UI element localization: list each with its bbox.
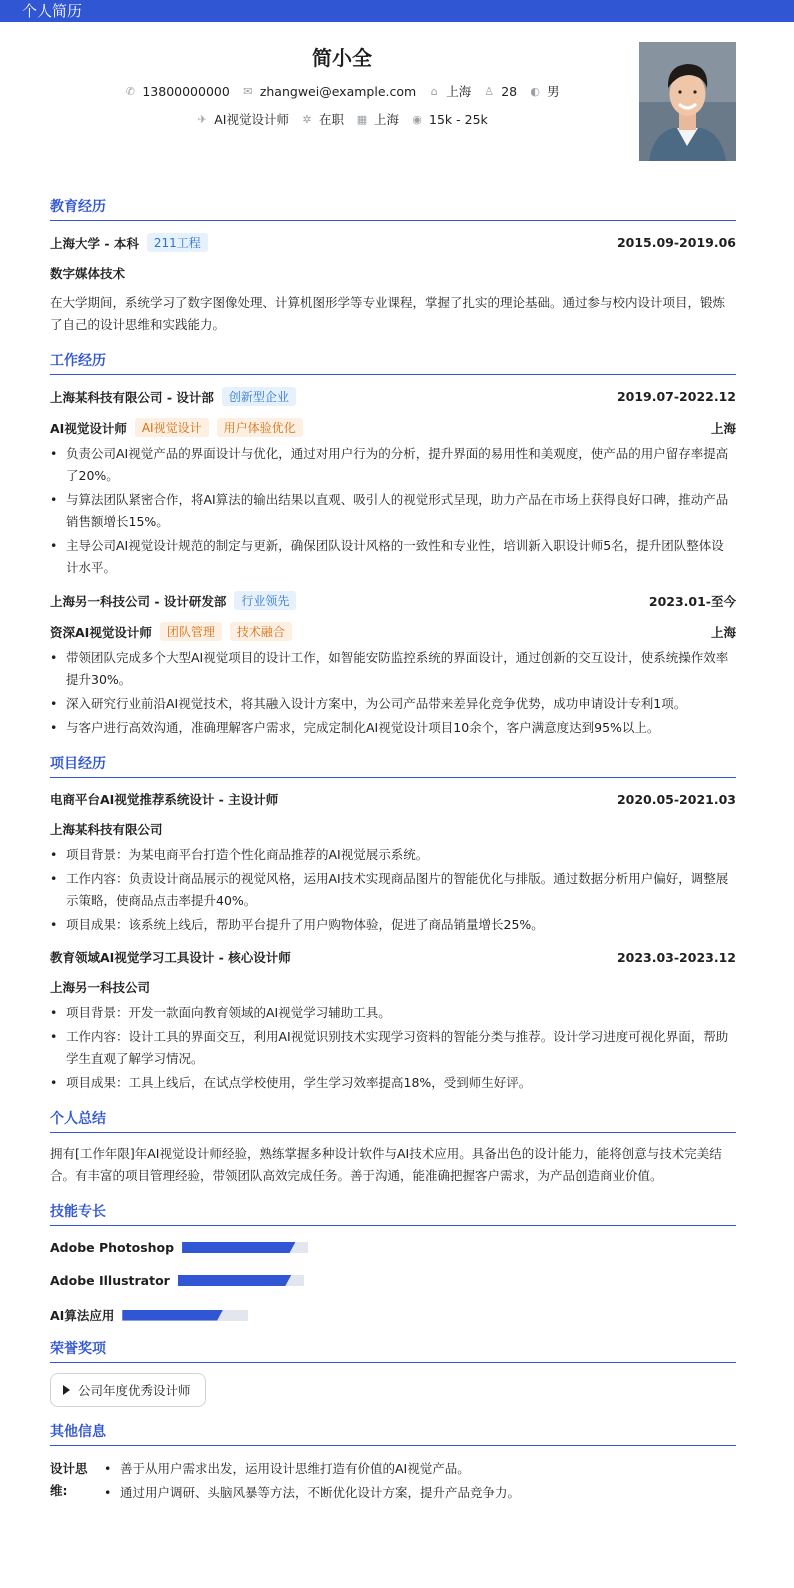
section-title-summary: 个人总结 [50, 1108, 736, 1133]
work-role: 资深AI视觉设计师 [50, 624, 152, 640]
skill-bar [182, 1242, 308, 1253]
work-company-tag: 创新型企业 [222, 387, 296, 406]
major-name: 数字媒体技术 [50, 266, 126, 281]
work-period: 2023.01-至今 [648, 593, 736, 609]
gender-text: 男 [547, 84, 560, 99]
work-role-tag: 技术融合 [230, 622, 292, 641]
candidate-name: 简小全 [312, 46, 372, 70]
major-row [50, 264, 736, 282]
project-bullets [50, 844, 736, 936]
top-bar-title: 个人简历 [22, 2, 83, 20]
project-company-row [50, 820, 736, 838]
other-label: 设计思维: [50, 1461, 88, 1498]
project-company-row [50, 978, 736, 996]
award-label: 公司年度优秀设计师 [78, 1383, 191, 1398]
skill-name: AI算法应用 [50, 1308, 115, 1323]
list-item: • 项目背景：开发一款面向教育领域的AI视觉学习辅助工具。 [50, 1002, 736, 1024]
mail-icon: ✉ [243, 84, 253, 98]
work-company: 上海某科技有限公司 - 设计部 [50, 389, 214, 405]
profile-photo [639, 42, 736, 161]
work-entry [50, 591, 736, 739]
section-title-other: 其他信息 [50, 1421, 736, 1446]
status-icon: ✲ [302, 112, 312, 126]
work-role-tag: 用户体验优化 [217, 418, 303, 437]
phone-text: 13800000000 [142, 83, 230, 99]
work-company-tag: 行业领先 [234, 591, 296, 610]
skill-bar-fill [182, 1242, 295, 1253]
list-item: • 工作内容：负责设计商品展示的视觉风格，运用AI技术实现商品图片的智能优化与排版。通过数据分析用户偏好，调整展示策略，使商品点击率提升40%。 [50, 868, 736, 912]
project-title-row [50, 790, 736, 808]
play-triangle-icon [63, 1385, 70, 1395]
work-location: 上海 [710, 624, 736, 640]
resume-header [50, 22, 736, 182]
other-info [50, 1458, 736, 1506]
work-entry [50, 387, 736, 579]
education-period: 2015.09-2019.06 [616, 235, 736, 250]
list-item: • 带领团队完成多个大型AI视觉项目的设计工作，如智能安防监控系统的界面设计，通过创新的交互设计，使系统操作效率提升30%。 [50, 647, 736, 691]
phone-icon: ✆ [125, 84, 135, 98]
phone-item [124, 82, 229, 100]
section-title-work: 工作经历 [50, 350, 736, 375]
work-period: 2019.07-2022.12 [616, 389, 736, 404]
project-title-row [50, 948, 736, 966]
skill-item [50, 1306, 398, 1324]
school-name: 上海大学 - 本科 [50, 235, 139, 251]
list-item: • 项目成果：该系统上线后，帮助平台提升了用户购物体验，促进了商品销量增长25%。 [50, 914, 736, 936]
list-item: • 主导公司AI视觉设计规范的制定与更新，确保团队设计风格的一致性和专业性，培训新入职设计师5名，提升团队整体设计水平。 [50, 535, 736, 579]
list-item: • 通过用户调研、头脑风暴等方法，不断优化设计方案，提升产品竞争力。 [104, 1482, 520, 1504]
skills-list [50, 1240, 736, 1324]
skill-name: Adobe Illustrator [50, 1273, 170, 1288]
job-text: AI视觉设计师 [214, 112, 289, 127]
hometown-item [428, 82, 471, 100]
section-title-projects: 项目经历 [50, 753, 736, 778]
skill-bar-fill [178, 1275, 291, 1286]
work-role-tag: 团队管理 [160, 622, 222, 641]
salary-item [411, 110, 488, 128]
salary-text: 15k - 25k [429, 111, 488, 127]
skill-bar-fill [122, 1310, 223, 1321]
age-text: 28 [501, 83, 518, 99]
profile-photo-image [639, 42, 736, 161]
age-icon: ♙ [484, 84, 495, 98]
job-item [196, 110, 289, 128]
project-period: 2020.05-2021.03 [616, 791, 736, 807]
project-entry [50, 948, 736, 1094]
email-text: zhangwei@example.com [259, 83, 417, 99]
skill-item [50, 1273, 398, 1288]
school-tag: 211工程 [147, 233, 208, 252]
work-role-tag: AI视觉设计 [135, 418, 209, 437]
status-item [301, 110, 344, 128]
work-company-row [50, 387, 736, 406]
list-item: • 与客户进行高效沟通，准确理解客户需求，完成定制化AI视觉设计项目10余个，客户满意度达到95%以上。 [50, 717, 736, 739]
work-location: 上海 [710, 420, 736, 436]
hometown-text: 上海 [446, 84, 472, 99]
skill-bar [122, 1310, 248, 1321]
project-period: 2023.03-2023.12 [616, 949, 736, 965]
work-company: 上海另一科技公司 - 设计研发部 [50, 593, 227, 609]
top-bar [0, 0, 794, 22]
section-title-skills: 技能专长 [50, 1201, 736, 1226]
skill-name: Adobe Photoshop [50, 1240, 175, 1255]
skill-item [50, 1240, 398, 1255]
other-bullets [104, 1458, 520, 1506]
work-company-row [50, 591, 736, 610]
list-item: • 善于从用户需求出发，运用设计思维打造有价值的AI视觉产品。 [104, 1458, 520, 1480]
list-item: • 与算法团队紧密合作，将AI算法的输出结果以直观、吸引人的视觉形式呈现，助力产品在市场上获得良好口碑，推动产品销售额增长15%。 [50, 489, 736, 533]
city-icon: ▦ [356, 112, 368, 126]
project-bullets [50, 1002, 736, 1094]
skill-bar [178, 1275, 304, 1286]
job-row [50, 110, 634, 128]
city-item [356, 110, 399, 128]
list-item: • 深入研究行业前沿AI视觉技术，将其融入设计方案中，为公司产品带来差异化竞争优势，成功申请设计专利1项。 [50, 693, 736, 715]
work-bullets [50, 647, 736, 739]
project-entry [50, 790, 736, 936]
work-role: AI视觉设计师 [50, 420, 127, 436]
education-header [50, 233, 736, 252]
education-description: 在大学期间，系统学习了数字图像处理、计算机图形学等专业课程，掌握了扎实的理论基础。通过参与校内设计项目，锻炼了自己的设计思维和实践能力。 [50, 295, 726, 332]
salary-icon: ◉ [412, 112, 422, 126]
work-role-row [50, 622, 736, 641]
project-title: 教育领域AI视觉学习工具设计 - 核心设计师 [50, 950, 291, 965]
list-item: • 项目背景：为某电商平台打造个性化商品推荐的AI视觉展示系统。 [50, 844, 736, 866]
project-title: 电商平台AI视觉推荐系统设计 - 主设计师 [50, 792, 279, 807]
list-item: • 项目成果：工具上线后，在试点学校使用，学生学习效率提高18%，受到师生好评。 [50, 1072, 736, 1094]
work-role-row [50, 418, 736, 437]
list-item: • 工作内容：设计工具的界面交互，利用AI视觉识别技术实现学习资料的智能分类与推荐。设计学习进度可视化界面，帮助学生直观了解学习情况。 [50, 1026, 736, 1070]
work-bullets [50, 443, 736, 579]
gender-item [529, 82, 560, 100]
status-text: 在职 [318, 112, 344, 127]
list-item: • 负责公司AI视觉产品的界面设计与优化，通过对用户行为的分析，提升界面的易用性和美观度，使产品的用户留存率提高了20%。 [50, 443, 736, 487]
section-title-education: 教育经历 [50, 196, 736, 221]
gender-icon: ◐ [530, 84, 540, 98]
project-company: 上海某科技有限公司 [50, 822, 163, 837]
city-text: 上海 [374, 112, 400, 127]
award-item-button[interactable] [50, 1373, 206, 1407]
age-item [483, 82, 517, 100]
contact-row [50, 82, 634, 100]
email-item [242, 82, 416, 100]
summary-text: 拥有[工作年限]年AI视觉设计师经验，熟练掌握多种设计软件与AI技术应用。具备出色的设计能力，能将创意与技术完美结合。有丰富的项目管理经验，带领团队高效完成任务。善于沟通，能准确把握客户需求，为产品创造商业价值。 [50, 1146, 722, 1183]
project-company: 上海另一科技公司 [50, 980, 151, 995]
home-icon: ⌂ [430, 84, 438, 98]
section-title-awards: 荣誉奖项 [50, 1338, 736, 1363]
job-icon: ✈ [197, 112, 207, 126]
resume-page [0, 22, 794, 1506]
